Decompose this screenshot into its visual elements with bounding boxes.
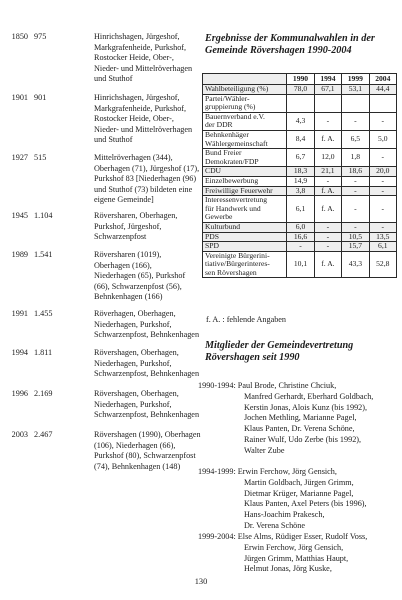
result-value-cell [342,94,369,112]
history-places [94,32,204,85]
result-value-cell: - [369,176,396,186]
result-value-cell: 4,3 [287,112,314,130]
history-place-line: Rostocker Heide, Ober-, [94,114,174,124]
election-results-table [202,73,397,278]
result-value-cell: 16,6 [287,232,314,242]
history-place-line: Purkshof, Jürgeshof, [94,221,162,231]
council-heading-line: Mitglieder der Gemeindevertretung [205,340,354,351]
result-value-cell: - [369,186,396,196]
table-row [203,167,397,177]
year-header: 1990 [287,74,314,85]
result-value-cell: 6,5 [342,130,369,148]
result-value-cell: - [369,112,396,130]
result-value-cell: 10,1 [287,251,314,278]
council-member-line: Jürgen Grimm, Matthias Haupt, [244,553,349,563]
result-value-cell: 10,5 [342,232,369,242]
result-value-cell: f. A. [314,130,341,148]
history-place-line: eigene Gemeinde] [94,195,154,205]
result-value-cell: - [342,176,369,186]
history-year: 2003 [11,430,28,439]
table-row [203,112,397,130]
result-value-cell [369,94,396,112]
party-name-line: SPD [205,241,219,251]
council-member-line: Dietmar Krüger, Marianne Pagel, [244,488,354,498]
history-place-line: Rövershagen, Oberhagen, [94,348,179,357]
history-places [94,250,204,303]
party-name-line: Bauernverband e.V. [205,111,265,121]
council-heading [205,340,400,365]
result-value-cell: f. A. [314,196,341,223]
result-value-cell: - [369,149,396,167]
result-value-cell: 52,8 [369,251,396,278]
party-name-line: Behnkenhäger [205,129,249,139]
result-value-cell: 67,1 [314,85,341,95]
council-member-line: Rainer Wulf, Udo Zerbe (bis 1992), [244,434,362,444]
history-places [94,430,204,472]
council-heading-line: Rövershagen seit 1990 [205,352,300,364]
party-name-line: Einzelbewerbung [205,175,259,185]
history-place-line: und Stuthof [94,135,133,145]
history-place-line: und Stuthof (73) bildeten eine [94,184,193,194]
history-year: 1850 [11,32,28,41]
history-place-line: und Stuthof [94,74,133,84]
result-value-cell: - [314,112,341,130]
history-population: 1.455 [34,309,53,318]
council-member-line: Manfred Gerhardt, Eberhard Goldbach, [244,391,374,401]
history-place-line: Rostocker Heide, Ober-, [94,53,174,63]
history-place-line: Oberhagen (71), Jürgeshof (17), [94,163,200,173]
result-value-cell: 5,0 [369,130,396,148]
year-header: 2004 [369,74,396,85]
result-value-cell: f. A. [314,251,341,278]
history-place-line: Nieder- und Mittelröverhagen [94,124,193,134]
history-place-line: Oberhagen (166), [94,260,152,270]
table-row [203,196,397,223]
party-name-line: gruppierung (%) [205,102,256,112]
history-year: 1901 [11,93,28,102]
result-value-cell: - [369,196,396,223]
result-value-cell: 18,3 [287,167,314,177]
history-place-line: Röverhagen, Oberhagen, [94,309,176,318]
history-place-line: (66), Schwarzenpfost (56), [94,281,182,291]
history-year: 1996 [11,389,28,398]
party-name-line: Wahlbeteiligung (%) [205,84,269,93]
history-place-line: (106), Niederhagen (66), [94,440,176,450]
result-value-cell: 6,0 [287,222,314,232]
results-body [203,85,397,278]
results-heading-line: Gemeinde Rövershagen 1990-2004 [205,45,352,57]
table-row [203,176,397,186]
party-cell [203,196,287,223]
result-value-cell: - [314,222,341,232]
history-place-line: Niederhagen, Purkshof, [94,319,172,329]
party-cell [203,251,287,278]
council-member-line: Kerstin Jonas, Alois Kunz (bis 1992), [244,402,368,412]
history-place-line: Schwarzenpfost, Behnkenhagen [94,330,200,340]
page-number: 130 [194,577,208,586]
party-name-line: Wählergemeinschaft [205,138,268,148]
history-place-line: Hinrichshagen, Jürgeshof, [94,93,180,102]
history-place-line: Schwarzenpfost, Behnkenhagen [94,410,200,420]
history-place-line: Purkshof (80), Schwarzenpfost [94,451,196,461]
history-place-line: Mittelröverhagen (344), [94,153,173,162]
history-places [94,93,204,146]
council-member-line: Klaus Panten, Dr. Verena Schöne, [244,424,355,434]
history-year: 1945 [11,211,28,220]
council-member-line: Helmut Jonas, Jörg Kuske, [244,564,332,574]
party-name-line: Interessenvertretung [205,195,267,205]
table-row [203,251,397,278]
result-value-cell: - [314,242,341,252]
result-value-cell: 44,4 [369,85,396,95]
history-population: 1.811 [34,348,53,357]
council-period [198,467,383,532]
party-name-line: Bund Freier [205,148,242,158]
council-period-lead: 1994-1999: Erwin Ferchow, Jörg Gensich, [198,467,337,476]
council-member-line: Erwin Ferchow, Jörg Gensich, [244,542,344,552]
result-value-cell: 53,1 [342,85,369,95]
result-value-cell [314,94,341,112]
history-population: 1.541 [34,250,53,259]
history-population: 2.467 [34,430,53,439]
results-heading-line: Ergebnisse der Kommunalwahlen in der [205,33,375,44]
party-cell [203,167,287,177]
council-member-line: Hans-Joachim Prakesch, [244,510,325,520]
council-member-line: Walter Zube [244,445,285,455]
result-value-cell: - [342,112,369,130]
council-member-line: Jochen Methling, Marianne Pagel, [244,413,357,423]
result-value-cell: - [342,186,369,196]
party-name-line: sen Rövershagen [205,267,257,277]
table-row [203,242,397,252]
year-header: 1999 [342,74,369,85]
table-row [203,222,397,232]
party-cell [203,242,287,252]
result-value-cell: 20,0 [369,167,396,177]
party-name-line: Demokraten/FDP [205,156,259,166]
party-cell [203,176,287,186]
table-row [203,85,397,95]
council-member-line: Dr. Verena Schöne [244,520,306,530]
party-name-line: Kulturbund [205,221,241,231]
result-value-cell: f. A. [314,186,341,196]
history-year: 1927 [11,153,28,162]
history-place-line: Niederhagen, Purkshof, [94,358,172,368]
history-place-line: Purkshof 83 [Niederhagen (96) [94,174,197,184]
result-value-cell: 21,1 [314,167,341,177]
result-value-cell: 43,3 [342,251,369,278]
year-header: 1994 [314,74,341,85]
history-place-line: Markgrafenheide, Purkshof, [94,103,187,113]
result-value-cell: 12,0 [314,149,341,167]
history-places [94,309,204,341]
party-cell [203,149,287,167]
history-place-line: Schwarzenpfost, Behnkenhagen [94,369,200,379]
history-place-line: Niederhagen (65), Purkshof [94,271,186,281]
result-value-cell: - [342,196,369,223]
results-heading [205,33,400,58]
history-place-line: Niederhagen, Purkshof, [94,399,172,409]
party-name-line: der DDR [205,120,233,130]
result-value-cell: - [369,222,396,232]
party-cell [203,112,287,130]
history-place-line: Röversharen (1019), [94,250,162,259]
result-value-cell: 6,7 [287,149,314,167]
history-place-line: Schwarzenpfost [94,232,147,242]
history-places [94,389,204,421]
party-name-line: Partei/Wähler- [205,93,250,103]
table-row [203,94,397,112]
result-value-cell [287,94,314,112]
result-value-cell: 3,8 [287,186,314,196]
history-population: 975 [34,32,47,41]
party-cell [203,94,287,112]
history-place-line: Nieder- und Mittelröverhagen [94,63,193,73]
result-value-cell: - [287,242,314,252]
result-value-cell: 13,5 [369,232,396,242]
history-place-line: Rövershagen, Oberhagen, [94,389,179,398]
result-value-cell: - [314,232,341,242]
history-population: 901 [34,93,47,102]
history-places [94,153,204,206]
history-place-line: Markgrafenheide, Purkshof, [94,42,187,52]
history-place-line: Rövershagen (1990), Oberhagen [94,430,201,439]
result-value-cell: 1,8 [342,149,369,167]
council-period-lead: 1990-1994: Paul Brode, Christine Chciuk, [198,381,337,390]
council-period [198,532,383,575]
history-place-line: Hinrichshagen, Jürgeshof, [94,32,180,41]
history-place-line: Behnkenhagen (166) [94,292,163,302]
table-row [203,149,397,167]
history-year: 1991 [11,309,28,318]
history-year: 1994 [11,348,28,357]
result-value-cell: 78,0 [287,85,314,95]
party-cell [203,85,287,95]
table-header-row [203,74,397,85]
party-cell [203,222,287,232]
table-row [203,130,397,148]
history-places [94,211,204,243]
table-footnote: f. A. : fehlende Angaben [206,315,287,324]
council-member-line: Klaus Panten, Axel Peters (bis 1996), [244,499,367,509]
council-period [198,381,383,457]
party-name-line: tiative/Bürgerinteres- [205,259,270,269]
party-name-line: PDS [205,231,219,241]
result-value-cell: 8,4 [287,130,314,148]
party-cell [203,130,287,148]
party-name-line: CDU [205,166,222,176]
history-year: 1989 [11,250,28,259]
council-period-lead: 1999-2004: Else Alms, Rüdiger Esser, Rudolf Voss, [198,532,368,541]
history-place-line: (74), Behnkenhagen (148) [94,461,181,471]
result-value-cell: - [342,222,369,232]
result-value-cell: 15,7 [342,242,369,252]
result-value-cell: 6,1 [287,196,314,223]
party-name-line: Freiwillige Feuerwehr [205,185,273,195]
party-name-line: Vereinigte Bürgerini- [205,250,270,260]
history-population: 1.104 [34,211,53,220]
result-value-cell: - [314,176,341,186]
result-value-cell: 14,9 [287,176,314,186]
council-member-line: Martin Goldbach, Jürgen Grimm, [244,477,354,487]
history-population: 2.169 [34,389,53,398]
party-name-line: für Handwerk und [205,203,261,213]
history-place-line: Röversharen, Oberhagen, [94,211,178,220]
table-corner-cell [203,74,287,85]
history-places [94,348,204,380]
result-value-cell: 6,1 [369,242,396,252]
history-population: 515 [34,153,47,162]
party-name-line: Gewerbe [205,212,233,222]
result-value-cell: 18,6 [342,167,369,177]
